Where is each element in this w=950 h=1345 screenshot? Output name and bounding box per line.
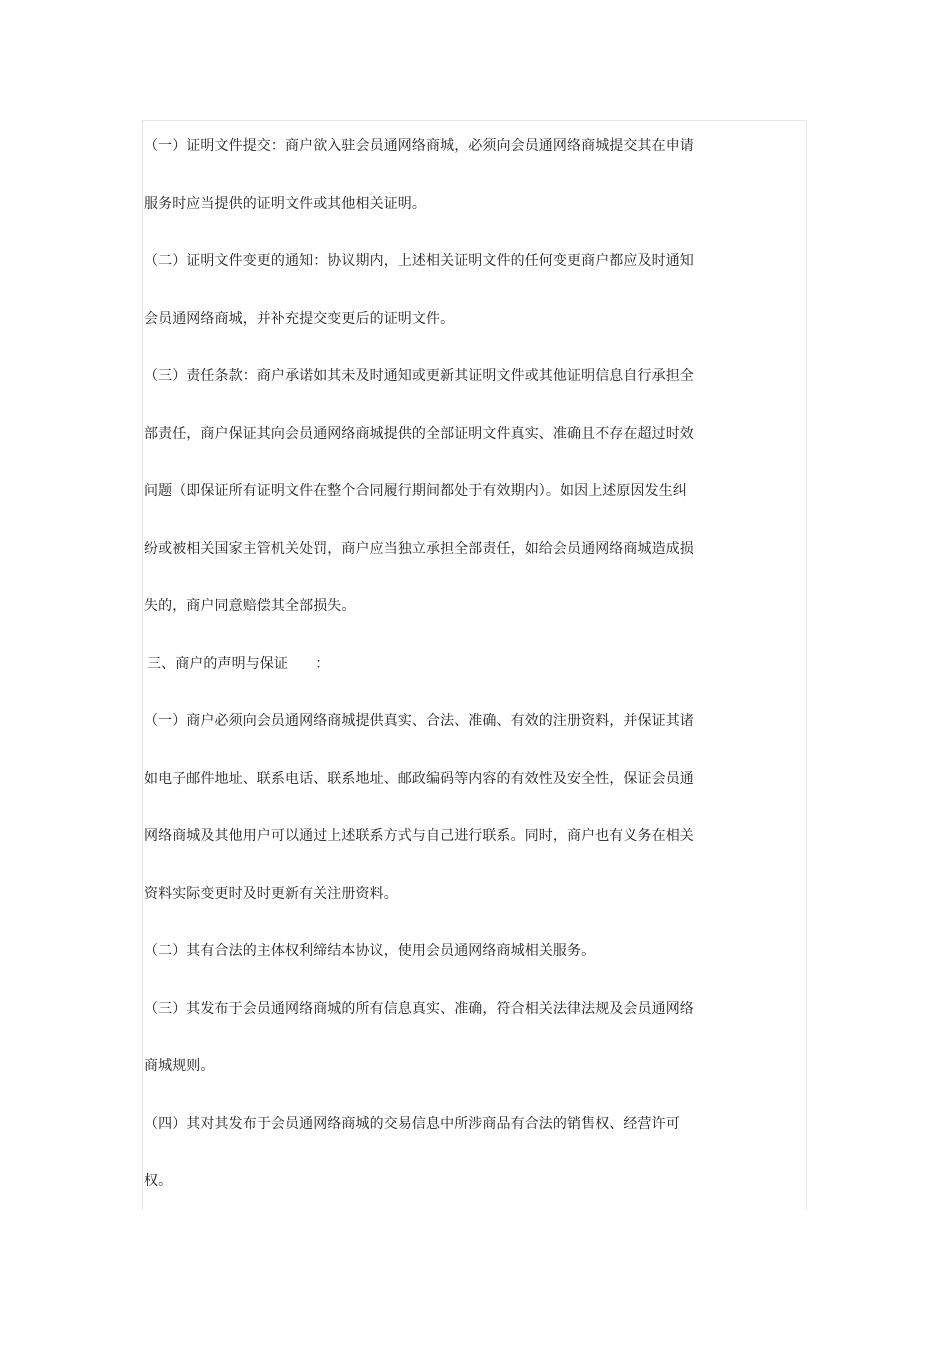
paragraph-line: 网络商城及其他用户可以通过上述联系方式与自己进行联系。同时，商户也有义务在相关 <box>144 828 694 844</box>
paragraph-line: 问题（即保证所有证明文件在整个合同履行期间都处于有效期内）。如因上述原因发生纠 <box>144 483 687 499</box>
paragraph-line: 部责任，商户保证其向会员通网络商城提供的全部证明文件真实、准确且不存在超过时效 <box>144 425 694 442</box>
paragraph-line: 如电子邮件地址、联系电话、联系地址、邮政编码等内容的有效性及安全性，保证会员通 <box>144 770 694 787</box>
paragraph-line: 资料实际变更时及时更新有关注册资料。 <box>144 885 398 902</box>
paragraph-line: 商城规则。 <box>144 1058 215 1074</box>
paragraph-line: 纷或被相关国家主管机关处罚，商户应当独立承担全部责任，如给会员通网络商城造成损 <box>144 540 694 557</box>
paragraph-line: （一）证明文件提交：商户欲入驻会员通网络商城，必须向会员通网络商城提交其在申请 <box>144 138 694 154</box>
paragraph-line: 权。 <box>144 1173 173 1189</box>
paragraph-line: （一）商户必须向会员通网络商城提供真实、合法、准确、有效的注册资料，并保证其诸 <box>144 713 694 729</box>
paragraph-line: （三）责任条款：商户承诺如其未及时通知或更新其证明文件或其他证明信息自行承担全 <box>144 368 694 384</box>
paragraph-line: （三）其发布于会员通网络商城的所有信息真实、准确，符合相关法律法规及会员通网络 <box>144 1000 694 1017</box>
paragraph-line: （二）其有合法的主体权利缔结本协议，使用会员通网络商城相关服务。 <box>144 943 596 959</box>
paragraph-line: （四）其对其发布于会员通网络商城的交易信息中所涉商品有合法的销售权、经营许可 <box>144 1115 680 1132</box>
document-body <box>144 118 744 1211</box>
section-heading: 三、商户的声明与保证 ： <box>147 655 330 672</box>
paragraph-line: 失的，商户同意赔偿其全部损失。 <box>144 598 356 614</box>
paragraph-line: （二）证明文件变更的通知：协议期内，上述相关证明文件的任何变更商户都应及时通知 <box>144 253 694 269</box>
paragraph-line: 会员通网络商城，并补充提交变更后的证明文件。 <box>144 310 455 327</box>
paragraph-line: 服务时应当提供的证明文件或其他相关证明。 <box>144 195 426 212</box>
